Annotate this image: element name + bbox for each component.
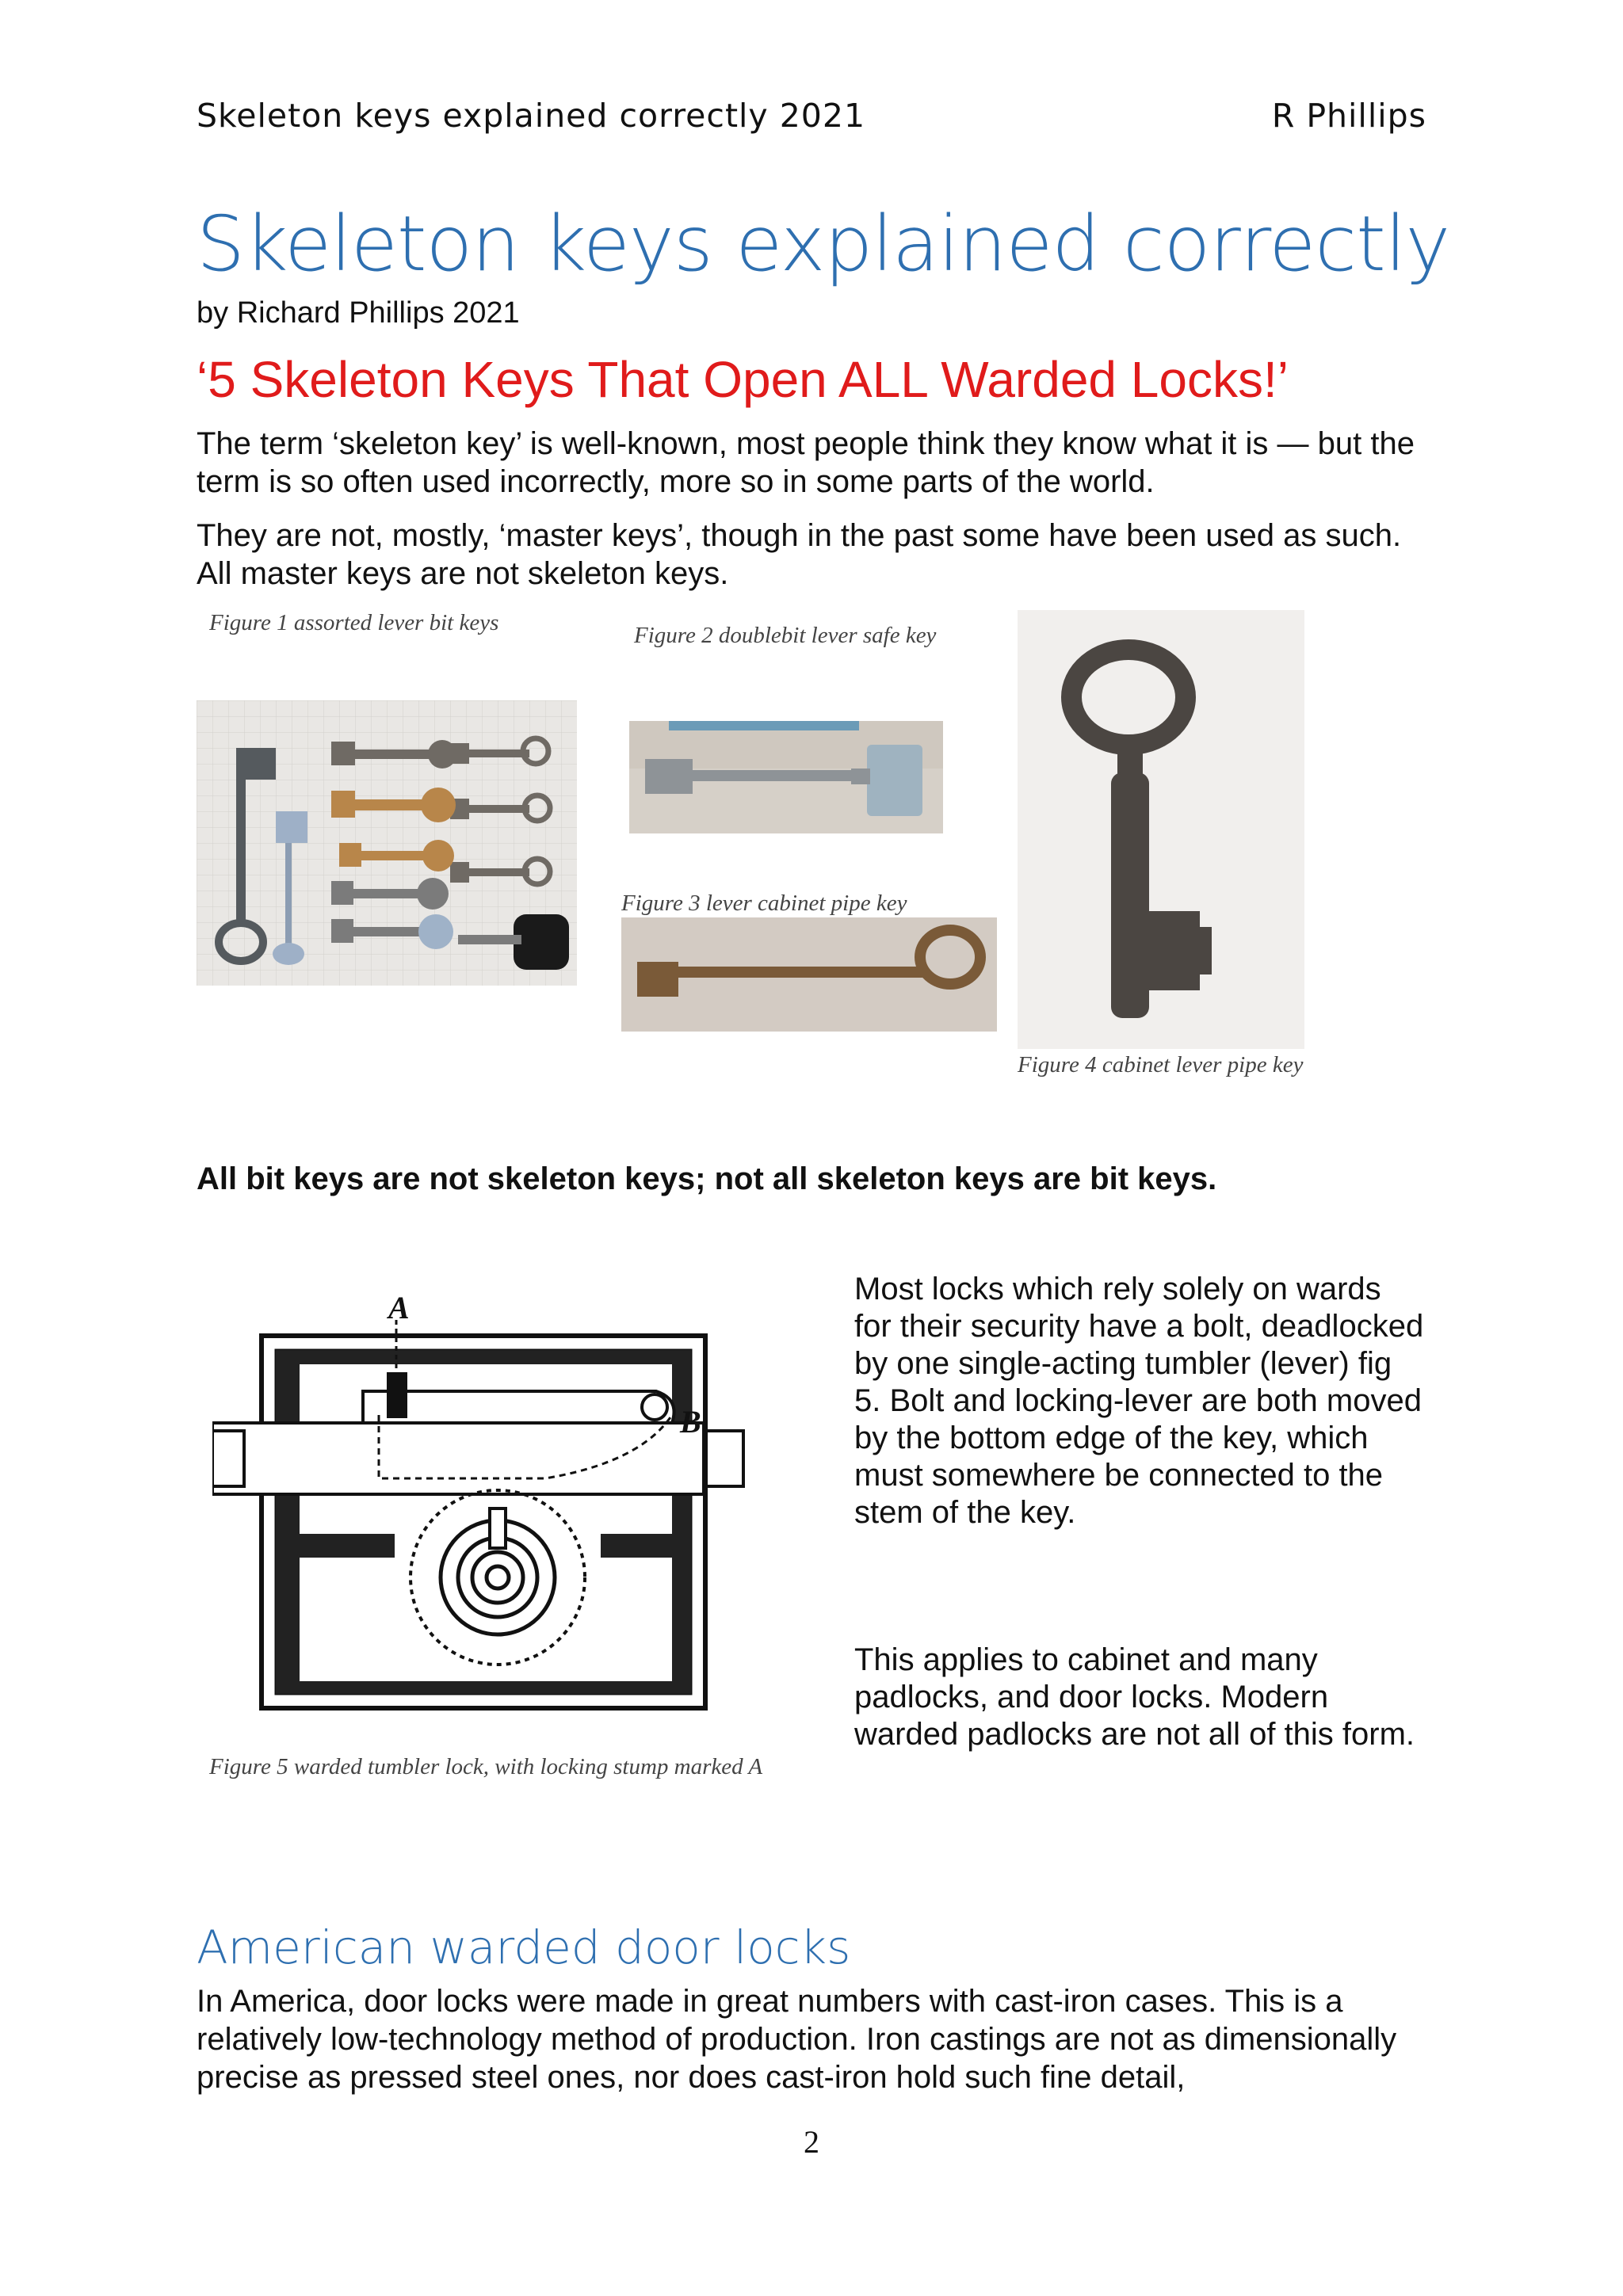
figure-5-diagram <box>212 1296 767 1740</box>
bold-statement: All bit keys are not skeleton keys; not all skeleton keys are bit keys. <box>197 1161 1217 1196</box>
figure-1-photo <box>197 700 577 986</box>
figure-5-caption: Figure 5 warded tumbler lock, with locking stump marked A <box>209 1754 763 1779</box>
figure-4-caption: Figure 4 cabinet lever pipe key <box>1018 1052 1304 1077</box>
label-b: B <box>680 1404 701 1440</box>
figure-2-photo <box>629 721 943 833</box>
figure-3-caption: Figure 3 lever cabinet pipe key <box>621 891 907 916</box>
side-column-paragraph-2: This applies to cabinet and many padlocks, and door locks. Modern warded padlocks are not all of this form. <box>854 1642 1415 1752</box>
cabinet-lever-pipe-key-image <box>1018 610 1304 1049</box>
doublebit-safe-key-image <box>629 721 943 833</box>
red-subheading: ‘5 Skeleton Keys That Open ALL Warded Locks!’ <box>197 351 1289 408</box>
running-header-left: Skeleton keys explained correctly 2021 <box>197 97 866 135</box>
page-number: 2 <box>804 2124 819 2160</box>
figure-3-photo <box>621 917 997 1032</box>
running-header-right: R Phillips <box>1271 97 1426 135</box>
label-a: A <box>388 1296 410 1325</box>
section-paragraph: In America, door locks were made in great numbers with cast-iron cases. This is a relatively low-technology method of production. Iron castings are not as dimensionally precise as pressed steel ones, nor does cast-iron hold such fine detail, <box>197 1984 1397 2095</box>
section-heading: American warded door locks <box>197 1920 851 1974</box>
warded-tumbler-lock-diagram <box>212 1296 767 1740</box>
byline: by Richard Phillips 2021 <box>197 296 520 330</box>
figure-1-caption: Figure 1 assorted lever bit keys <box>209 610 499 635</box>
figure-2-caption: Figure 2 doublebit lever safe key <box>634 623 937 648</box>
intro-paragraph-1: The term ‘skeleton key’ is well-known, most people think they know what it is — but the term is so often used incorrectly, more so in some parts of the world. <box>197 426 1415 499</box>
document-title: Skeleton keys explained correctly <box>197 200 1450 288</box>
intro-paragraph-2: They are not, mostly, ‘master keys’, though in the past some have been used as such. All master keys are not skeleton keys. <box>197 518 1402 591</box>
side-column-paragraph-1: Most locks which rely solely on wards for their security have a bolt, deadlocked by one single-acting tumbler (lever) fig 5. Bolt and locking-lever are both moved by the bottom edge of the key, which must somewhere be connected to the stem of the key. <box>854 1272 1424 1530</box>
assorted-keys-image <box>197 700 577 986</box>
figure-4-photo <box>1018 610 1304 1049</box>
lever-cabinet-pipe-key-image <box>621 917 997 1032</box>
